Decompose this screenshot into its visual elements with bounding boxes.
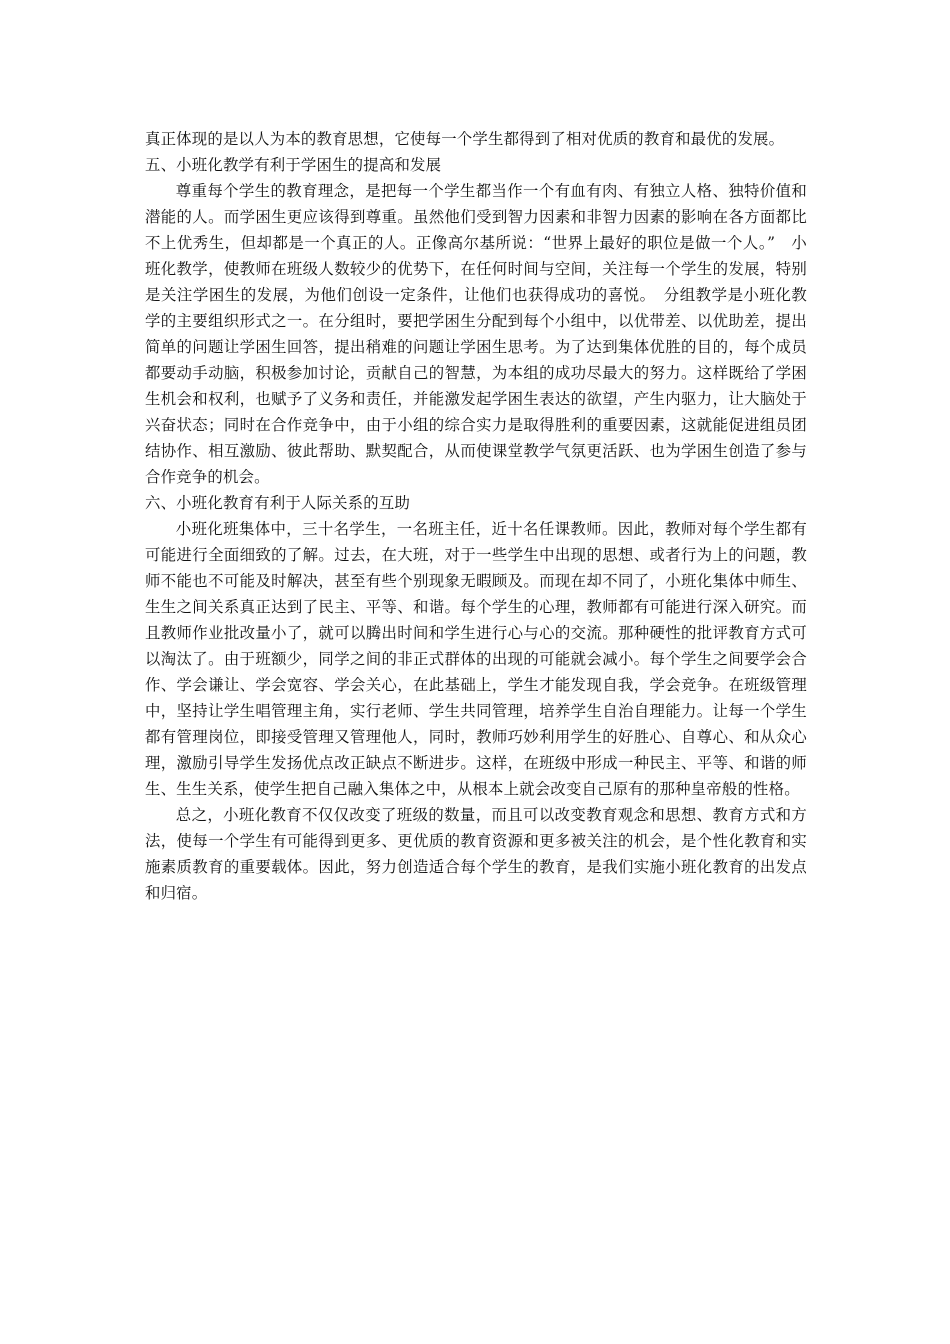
section-heading-six: 六、小班化教育有利于人际关系的互助	[145, 494, 411, 512]
section-five-paragraph: 尊重每个学生的教育理念，是把每一个学生都当作一个有血有肉、有独立人格、独特价值和潜能的人。而学困生更应该得到尊重。虽然他们受到智力因素和非智力因素的影响在各方面都比不上优秀生，但却都是一个真正的人。正像高尔基所说：“世界上最好的职位是做一个人。” 小班化教学，使教师在班级人数较少的优势下，在任何时间与空间，关注每一个学生的发展，特别是关注学困生的发展，为他们创设一定条件，让他们也获得成功的喜悦。 分组教学是小班化教学的主要组织形式之一。在分组时，要把学困生分配到每个小组中，以优带差、以优助差，提出简单的问题让学困生回答，提出稍难的问题让学困生思考。为了达到集体优胜的目的，每个成员都要动手动脑，积极参加讨论，贡献自己的智慧，为本组的成功尽最大的努力。这样既给了学困生机会和权利，也赋予了义务和责任，并能激发起学困生表达的欲望，产生内驱力，让大脑处于兴奋状态；同时在合作竞争中，由于小组的综合实力是取得胜利的重要因素，这就能促进组员团结协作、相互激励、彼此帮助、默契配合，从而使课堂教学气氛更活跃、也为学困生创造了参与合作竞争的机会。	[145, 182, 807, 486]
section-heading-five: 五、小班化教学有利于学困生的提高和发展	[145, 156, 442, 174]
section-six-paragraph: 小班化班集体中，三十名学生，一名班主任，近十名任课教师。因此，教师对每个学生都有可能进行全面细致的了解。过去，在大班，对于一些学生中出现的思想、或者行为上的问题，教师不能也不可能及时解决，甚至有些个别现象无暇顾及。而现在却不同了，小班化集体中师生、生生之间关系真正达到了民主、平等、和谐。每个学生的心理，教师都有可能进行深入研究。而且教师作业批改量小了，就可以腾出时间和学生进行心与心的交流。那种硬性的批评教育方式可以淘汰了。由于班额少，同学之间的非正式群体的出现的可能就会减小。每个学生之间要学会合作、学会谦让、学会宽容、学会关心，在此基础上，学生才能发现自我，学会竞争。在班级管理中，坚持让学生唱管理主角，实行老师、学生共同管理，培养学生自治自理能力。让每一个学生都有管理岗位，即接受管理又管理他人，同时，教师巧妙利用学生的好胜心、自尊心、和从众心理，激励引导学生发扬优点改正缺点不断进步。这样，在班级中形成一种民主、平等、和谐的师生、生生关系，使学生把自己融入集体之中，从根本上就会改变自己原有的那种皇帝般的性格。	[145, 520, 807, 798]
conclusion-paragraph: 总之，小班化教育不仅仅改变了班级的数量，而且可以改变教育观念和思想、教育方式和方法，使每一个学生有可能得到更多、更优质的教育资源和更多被关注的机会，是个性化教育和实施素质教育的重要载体。因此，努力创造适合每个学生的教育，是我们实施小班化教育的出发点和归宿。	[145, 806, 807, 902]
continuation-paragraph: 真正体现的是以人为本的教育思想，它使每一个学生都得到了相对优质的教育和最优的发展。	[145, 130, 785, 148]
document-page	[145, 126, 807, 906]
